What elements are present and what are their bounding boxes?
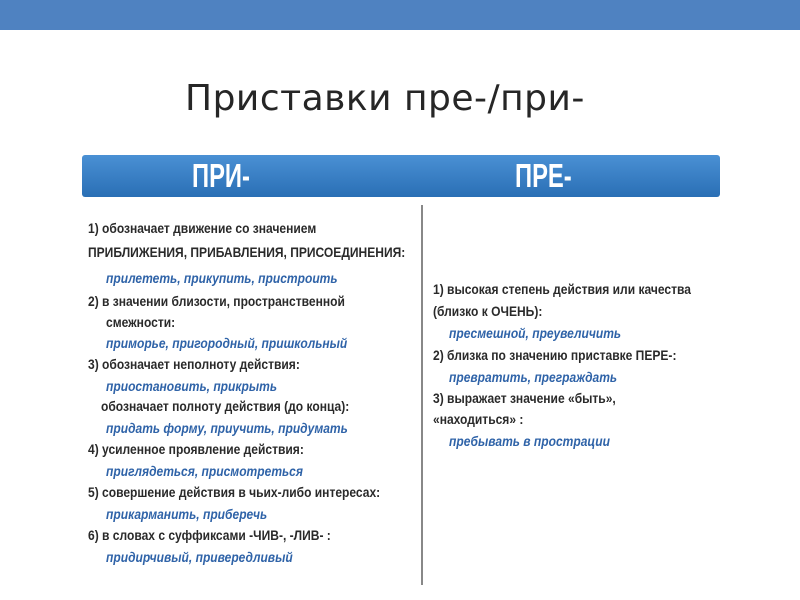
pre-rule-3: 3) выражает значение «быть»,: [433, 390, 616, 406]
column-header-pre: ПРЕ-: [515, 157, 572, 194]
pri-example-3b: придать форму, приучить, придумать: [106, 420, 348, 436]
pri-rule-2: 2) в значении близости, пространственной: [88, 293, 345, 309]
pri-rule-2-cont: смежности:: [106, 314, 176, 330]
pri-example-1: прилететь, прикупить, пристроить: [106, 270, 338, 286]
pri-rule-3: 3) обозначает неполноту действия:: [88, 356, 300, 372]
pre-rule-2: 2) близка по значению приставке ПЕРЕ-:: [433, 347, 677, 363]
pri-rule-4: 4) усиленное проявление действия:: [88, 441, 304, 457]
pri-rule-5: 5) совершение действия в чьих-либо интересах:: [88, 484, 381, 500]
table-header-bar: [82, 155, 720, 197]
pri-rule-6: 6) в словах с суффиксами -ЧИВ-, -ЛИВ- :: [88, 527, 331, 543]
pri-example-5: прикарманить, приберечь: [106, 506, 268, 522]
slide-title: Приставки пре-/при-: [185, 78, 585, 119]
pri-rule-1: 1) обозначает движение со значением: [88, 220, 317, 236]
pri-rule-1-keywords: ПРИБЛИЖЕНИЯ, ПРИБАВЛЕНИЯ, ПРИСОЕДИНЕНИЯ:: [88, 244, 406, 260]
column-divider: [421, 205, 423, 585]
pre-example-2: превратить, преграждать: [449, 369, 618, 385]
pri-example-3a: приостановить, прикрыть: [106, 378, 277, 394]
top-band: [0, 0, 800, 30]
pre-rule-3-cont: «находиться» :: [433, 411, 524, 427]
pre-example-1: пресмешной, преувеличить: [449, 325, 622, 341]
pre-rule-1-cont: (близко к ОЧЕНЬ):: [433, 303, 543, 319]
pri-example-2: приморье, пригородный, пришкольный: [106, 335, 348, 351]
pri-rule-3b: обозначает полноту действия (до конца):: [101, 398, 350, 414]
pre-example-3: пребывать в прострации: [449, 433, 610, 449]
pre-rule-1: 1) высокая степень действия или качества: [433, 281, 691, 297]
pri-example-4: приглядеться, присмотреться: [106, 463, 303, 479]
pri-example-6: придирчивый, привередливый: [106, 549, 293, 565]
column-header-pri: ПРИ-: [192, 157, 250, 194]
